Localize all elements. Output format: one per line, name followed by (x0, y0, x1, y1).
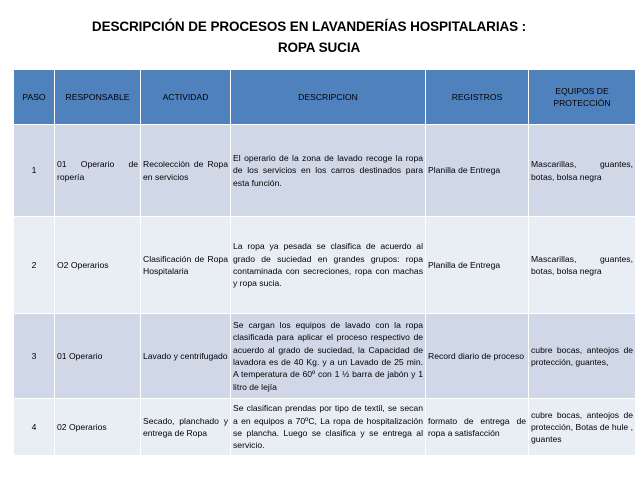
header-equipos: EQUIPOS DE PROTECCIÓN (529, 70, 636, 125)
table-row (14, 217, 636, 314)
cell-registros: Planilla de Entrega (426, 217, 529, 314)
cell-paso: 2 (14, 217, 55, 314)
cell-actividad: Recolección de Ropa en servicios (141, 125, 231, 217)
document-title (0, 16, 638, 58)
cell-responsable: 01 Operario de ropería (55, 125, 141, 217)
cell-descripcion: El operario de la zona de lavado recoge la ropa de los servicios en los carros destinados para esta función. (231, 125, 426, 217)
cell-responsable: 01 Operario (55, 314, 141, 399)
cell-actividad: Secado, planchado y entrega de Ropa (141, 399, 231, 456)
cell-responsable: 02 Operarios (55, 399, 141, 456)
cell-equipos: Mascarillas, guantes, botas, bolsa negra (529, 125, 636, 217)
title-line-2: ROPA SUCIA (277, 40, 361, 55)
title-line-1: DESCRIPCIÓN DE PROCESOS EN LAVANDERÍAS HOSPITALARIAS : (91, 19, 527, 34)
cell-equipos: Mascarillas, guantes, botas, bolsa negra (529, 217, 636, 314)
header-actividad: ACTIVIDAD (141, 70, 231, 125)
cell-registros: Record diario de proceso (426, 314, 529, 399)
header-registros: REGISTROS (426, 70, 529, 125)
cell-paso: 1 (14, 125, 55, 217)
cell-paso: 4 (14, 399, 55, 456)
cell-responsable: O2 Operarios (55, 217, 141, 314)
cell-registros: formato de entrega de ropa a satisfacción (426, 399, 529, 456)
cell-registros: Planilla de Entrega (426, 125, 529, 217)
cell-equipos: cubre bocas, anteojos de protección, Botas de hule , guantes (529, 399, 636, 456)
header-paso: PASO (14, 70, 55, 125)
table-header-row (14, 70, 636, 125)
cell-descripcion: La ropa ya pesada se clasifica de acuerdo al grado de suciedad en grandes grupos: ropa contaminada con secreciones, ropa con machas y ropa sucia. (231, 217, 426, 314)
cell-descripcion: Se clasifican prendas por tipo de textil, se secan a en equipos a 70ºC, La ropa de hospitalización se plancha. Luego se clasifica y se entrega al servicio. (231, 399, 426, 456)
table-row (14, 125, 636, 217)
header-responsable: RESPONSABLE (55, 70, 141, 125)
cell-actividad: Lavado y centrifugado (141, 314, 231, 399)
cell-equipos: cubre bocas, anteojos de protección, guantes, (529, 314, 636, 399)
table-row (14, 314, 636, 399)
table-row (14, 399, 636, 456)
cell-actividad: Clasificación de Ropa Hospitalaria (141, 217, 231, 314)
process-table (13, 69, 636, 456)
cell-paso: 3 (14, 314, 55, 399)
cell-descripcion: Se cargan los equipos de lavado con la ropa clasificada para aplicar el proceso respectivo de acuerdo al grado de suciedad, la Capacidad de lavadora es de 40 Kg. y a un Lavado de 25 min. A temperatura de 60º con 1 ½ barra de jabón y 1 litro de lejía (231, 314, 426, 399)
header-descripcion: DESCRIPCION (231, 70, 426, 125)
